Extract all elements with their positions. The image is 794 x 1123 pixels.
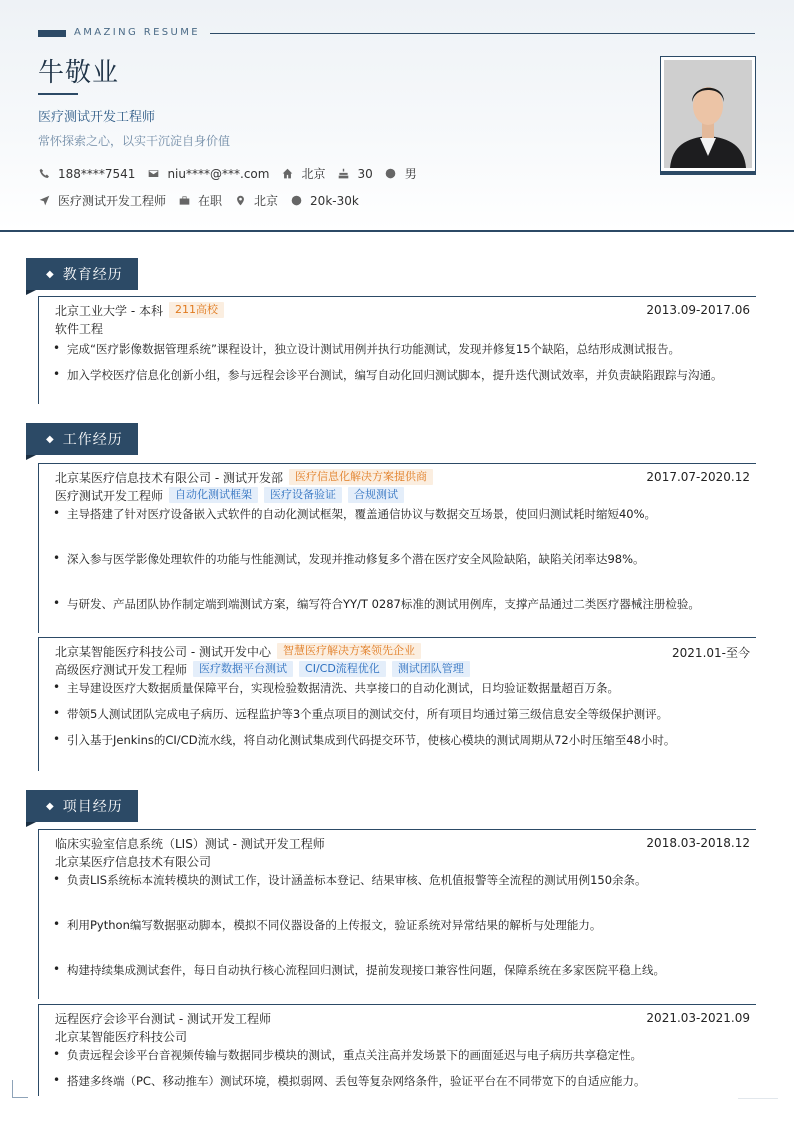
cake-icon: [337, 168, 349, 180]
entry-bullet: • 主导建设医疗大数据质量保障平台，实现检验数据清洗、共享接口的自动化测试，日均验证数据量超百万条。: [39, 680, 756, 696]
mail-icon: [147, 168, 159, 180]
entry-sub: 北京某智能医疗科技公司: [55, 1029, 188, 1044]
entry-date: 2021.01-至今: [672, 646, 750, 660]
skill-tag: 自动化测试框架: [169, 487, 258, 503]
target-job-text: 医疗测试开发工程师: [58, 194, 167, 208]
page-corner-mark: [12, 1080, 28, 1098]
skill-tag: 医疗数据平台测试: [193, 661, 293, 677]
info-city: [281, 165, 325, 182]
home-icon: [281, 168, 293, 180]
entry-head: [39, 301, 756, 319]
entry-bullet: • 负责LIS系统标本流转模块的测试工作，设计涵盖标本登记、结果审核、危机值报警等全流程的测试用例150余条。: [39, 872, 756, 888]
profile-photo-frame: [660, 56, 756, 172]
brand-divider: [210, 33, 755, 34]
briefcase-icon: [178, 195, 190, 207]
entry-sub: [39, 486, 756, 504]
section-title-work: [26, 423, 138, 455]
basic-info-row: [38, 165, 429, 182]
info-phone: [38, 167, 135, 181]
city-text: 北京: [301, 167, 326, 181]
entry-bullet: • 利用Python编写数据驱动脚本，模拟不同仪器设备的上传报文，验证系统对异常结果的解析与处理能力。: [39, 917, 756, 933]
entry-title: 远程医疗会诊平台测试 - 测试开发工程师: [55, 1011, 271, 1026]
entry-bullet: • 完成“医疗影像数据管理系统”课程设计，独立设计测试用例并执行功能测试，发现并修复15个缺陷，总结形成测试报告。: [39, 341, 756, 357]
gender-text: 男: [404, 167, 417, 181]
entry-sub-text: 高级医疗测试开发工程师: [55, 662, 188, 677]
entry-title: 北京工业大学 - 本科: [55, 303, 163, 318]
intent-info-row: [38, 192, 371, 209]
entry-bullet: • 负责远程会诊平台音视频传输与数据同步模块的测试，重点关注高并发场景下的画面延迟与电子病历共享稳定性。: [39, 1047, 756, 1063]
entry-head: [39, 834, 756, 852]
phone-icon: [38, 168, 50, 180]
entry-date: 2017.07-2020.12: [646, 470, 750, 484]
info-status: [178, 192, 222, 209]
info-salary: [290, 194, 359, 208]
skill-tag: CI/CD流程优化: [299, 661, 386, 677]
entry-date: 2018.03-2018.12: [646, 836, 750, 850]
entry-head: [39, 1009, 756, 1027]
email-text: niu****@***.com: [167, 166, 270, 181]
info-email: [147, 167, 269, 181]
entry-bullet: • 深入参与医学影像处理软件的功能与性能测试，发现并推动修复多个潜在医疗安全风险缺陷，缺陷关闭率达98%。: [39, 551, 756, 567]
entry-bullet: • 带领5人测试团队完成电子病历、远程监护等3个重点项目的测试交付，所有项目均通过第三级信息安全等级保护测评。: [39, 706, 756, 722]
entry-bullet: • 与研发、产品团队协作制定端到端测试方案，编写符合YY/T 0287标准的测试用例库，支撑产品通过二类医疗器械注册检验。: [39, 596, 756, 612]
entry-tag: 医疗信息化解决方案提供商: [289, 469, 433, 485]
salary-text: 20k-30k: [310, 193, 359, 208]
entry-head: [39, 642, 756, 660]
motto: 常怀探索之心，以实干沉淀自身价值: [38, 134, 231, 148]
candidate-name: 牛敬业: [38, 58, 120, 88]
entry-date: 2013.09-2017.06: [646, 303, 750, 317]
work-entry: [38, 637, 756, 771]
gender-icon: [385, 168, 397, 180]
age-text: 30: [357, 166, 373, 181]
target-city-text: 北京: [254, 194, 279, 208]
entry-tag: 智慧医疗解决方案领先企业: [277, 643, 421, 659]
skill-tag: 医疗设备验证: [264, 487, 342, 503]
section-title-text: 教育经历: [62, 267, 123, 283]
info-age: [337, 167, 372, 181]
section-title-project: [26, 790, 138, 822]
entry-title: 北京某医疗信息技术有限公司 - 测试开发部: [55, 470, 283, 485]
skill-tag: 测试团队管理: [392, 661, 470, 677]
entry-date: 2021.03-2021.09: [646, 1011, 750, 1025]
location-pin-icon: [234, 195, 246, 207]
brand-bar: [38, 30, 66, 37]
section-title-text: 工作经历: [62, 432, 123, 448]
section-title-education: [26, 258, 138, 290]
entry-bullet: • 构建持续集成测试套件，每日自动执行核心流程回归测试，提前发现接口兼容性问题，保障系统在多家医院平稳上线。: [39, 962, 756, 978]
name-underline: [38, 93, 78, 95]
info-target-job: [38, 192, 166, 209]
entry-bullet: • 主导搭建了针对医疗设备嵌入式软件的自动化测试框架，覆盖通信协议与数据交互场景，使回归测试耗时缩短40%。: [39, 506, 756, 522]
entry-sub: 北京某医疗信息技术有限公司: [55, 854, 212, 869]
info-gender: [385, 165, 417, 182]
work-entry: [38, 463, 756, 633]
status-text: 在职: [198, 194, 223, 208]
entry-bullet: • 引入基于Jenkins的CI/CD流水线，将自动化测试集成到代码提交环节，使核心模块的测试周期从72小时压缩至48小时。: [39, 732, 756, 748]
brand-label: AMAZING RESUME: [74, 27, 200, 38]
education-entry: [38, 296, 756, 404]
entry-title: 北京某智能医疗科技公司 - 测试开发中心: [55, 644, 271, 659]
send-icon: [38, 195, 50, 207]
page-footer-line: [738, 1098, 778, 1099]
entry-sub-text: 医疗测试开发工程师: [55, 488, 164, 503]
resume-header: [0, 0, 794, 232]
diamond-icon: ◆: [46, 268, 55, 280]
project-entry: [38, 829, 756, 999]
info-target-city: [234, 192, 278, 209]
diamond-icon: ◆: [46, 800, 55, 812]
entry-bullet: • 搭建多终端（PC、移动推车）测试环境，模拟弱网、丢包等复杂网络条件，验证平台在不同带宽下的自适应能力。: [39, 1073, 756, 1089]
diamond-icon: ◆: [46, 433, 55, 445]
project-entry: [38, 1004, 756, 1096]
entry-head: [39, 468, 756, 486]
entry-tag: 211高校: [169, 302, 224, 318]
money-icon: [290, 195, 302, 207]
entry-title: 临床实验室信息系统（LIS）测试 - 测试开发工程师: [55, 836, 325, 851]
phone-text: 188****7541: [58, 166, 136, 181]
entry-bullet: • 加入学校医疗信息化创新小组，参与远程会诊平台测试，编写自动化回归测试脚本，提升迭代测试效率，并负责缺陷跟踪与沟通。: [39, 367, 756, 383]
job-title: 医疗测试开发工程师: [38, 110, 156, 125]
profile-photo: [664, 60, 752, 168]
entry-sub: [39, 660, 756, 678]
skill-tag: 合规测试: [348, 487, 404, 503]
section-title-text: 项目经历: [62, 799, 123, 815]
entry-sub: 软件工程: [55, 321, 104, 336]
